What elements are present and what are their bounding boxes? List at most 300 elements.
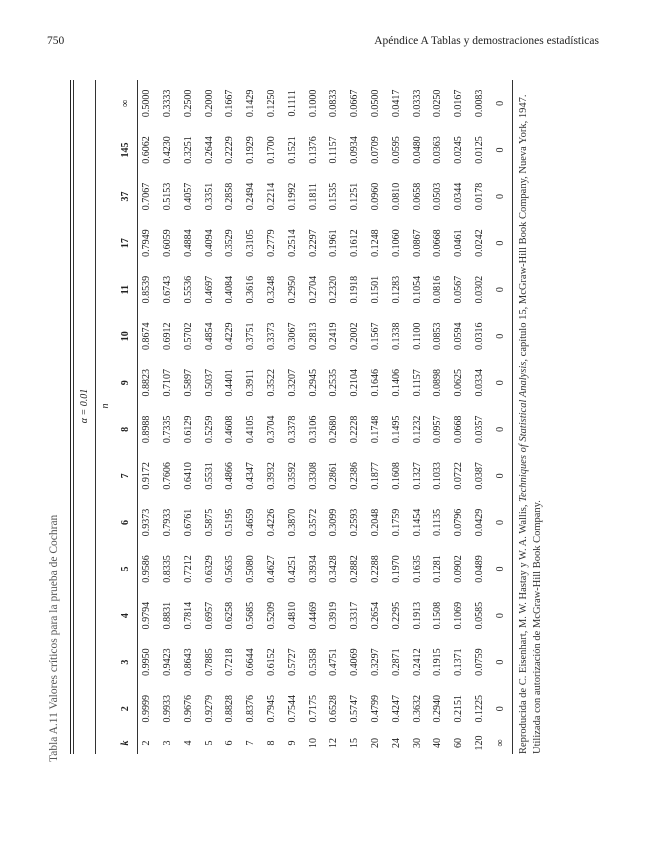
table-cell: 0.1970 [390, 555, 402, 583]
table-cell: 0.9950 [141, 648, 153, 676]
table-cell: 0.4854 [203, 322, 215, 350]
row-k-label: 120 [474, 735, 486, 751]
table-cell: 0.7218 [224, 648, 236, 676]
table-cell: 0.1251 [349, 182, 361, 211]
table-cell: 0.3207 [286, 369, 298, 397]
table-cell: 0.1157 [411, 369, 423, 397]
row-k-label: 12 [328, 738, 340, 748]
table-cell: 0.2494 [245, 182, 257, 211]
table-cell: 0.0658 [411, 182, 423, 211]
table-cell: 0 [494, 659, 506, 665]
table-cell: 0.4251 [286, 555, 298, 583]
table-cell: 0.1929 [245, 136, 257, 164]
table-cell: 0.3911 [245, 369, 257, 397]
table-cell: 0.2871 [390, 648, 402, 676]
table-cell: 0.3378 [286, 415, 298, 444]
table-cell: 0.3751 [245, 322, 257, 350]
alpha-row [74, 80, 95, 754]
table-cell: 0.5536 [182, 275, 194, 304]
table-cell: 0.2104 [349, 369, 361, 397]
table-cell: 0.1232 [411, 415, 423, 444]
row-k-label: 20 [370, 738, 382, 748]
table-row [490, 80, 511, 754]
column-header: 6 [120, 519, 132, 525]
table-caption: Tabla A.11 Valores críticos para la prueba de Cochran [48, 514, 60, 762]
table-cell: 0.0567 [453, 275, 465, 304]
table-cell: 0.8674 [141, 322, 153, 350]
table-cell: 0.0344 [453, 182, 465, 211]
table-cell: 0 [494, 519, 506, 525]
column-header: 5 [120, 566, 132, 572]
table-cell: 0.1327 [411, 462, 423, 490]
row-k-label: 10 [307, 738, 319, 748]
table-cell: 0.0934 [349, 136, 361, 164]
table-cell: 0.1646 [370, 369, 382, 397]
table-cell: 0.2297 [307, 229, 319, 257]
column-header: 3 [120, 659, 132, 665]
table-cell: 0.3934 [307, 555, 319, 583]
row-k-label: 8 [266, 740, 278, 746]
table-row [344, 80, 365, 754]
table-cell: 0.0833 [328, 89, 340, 118]
table-cell: 0.5259 [203, 415, 215, 444]
table-cell: 0.1157 [328, 136, 340, 164]
alpha-rule [95, 80, 96, 754]
table-cell: 0.1567 [370, 322, 382, 350]
table-bottom-rule [512, 80, 513, 754]
table-cell: 0.1100 [411, 322, 423, 350]
table-cell: 0.0810 [390, 182, 402, 211]
table-cell: 0.0722 [453, 462, 465, 490]
table-cell: 0 [494, 287, 506, 293]
running-head: Apéndice A Tablas y demostraciones estadísticas [374, 35, 599, 47]
table-row [407, 80, 428, 754]
table-cell: 0.2419 [328, 322, 340, 350]
row-k-label: 40 [432, 738, 444, 748]
table-cell: 0.1501 [370, 275, 382, 304]
table-cell: 0.0417 [390, 89, 402, 118]
table-cell: 0.1054 [411, 275, 423, 304]
table-cell: 0.2500 [182, 89, 194, 118]
table-cell: 0.2288 [370, 555, 382, 583]
table-cell: 0.4401 [224, 369, 236, 397]
table-cell: 0.0333 [411, 89, 423, 118]
table-cell: 0.1759 [390, 508, 402, 537]
table-cell: 0.6644 [245, 648, 257, 676]
table-cell: 0.3704 [266, 415, 278, 444]
table-cell: 0.4230 [162, 136, 174, 164]
table-cell: 0.8988 [141, 415, 153, 444]
row-k-label: 7 [245, 740, 257, 746]
table-cell: 0.0387 [474, 462, 486, 490]
table-cell: 0.1508 [432, 601, 444, 630]
table-cell: 0.4659 [245, 508, 257, 537]
table-cell: 0.5897 [182, 369, 194, 397]
table-cell: 0.0853 [432, 322, 444, 350]
table-cell: 0.4799 [370, 694, 382, 723]
table-cell: 0.0302 [474, 275, 486, 304]
table-cell: 0.0245 [453, 136, 465, 164]
table-cell: 0.2940 [432, 694, 444, 723]
table-cell: 0.3529 [224, 229, 236, 257]
column-header: 2 [120, 706, 132, 712]
table-cell: 0 [494, 380, 506, 386]
alpha-label: α = 0.01 [78, 388, 90, 424]
table-top-rule [70, 80, 71, 754]
table-row [303, 80, 324, 754]
table-cell: 0.0816 [432, 275, 444, 304]
row-k-label: 4 [182, 740, 194, 746]
table-cell: 0.8828 [224, 694, 236, 723]
table-cell: 0.6743 [162, 275, 174, 304]
table-cell: 0.9794 [141, 601, 153, 630]
table-cell: 0.3105 [245, 229, 257, 257]
table-cell: 0.1918 [349, 275, 361, 304]
table-cell: 0.6129 [182, 415, 194, 444]
table-cell: 0.2229 [224, 136, 236, 164]
table-cell: 0.4866 [224, 462, 236, 490]
column-header: 7 [120, 473, 132, 479]
page-number: 750 [47, 35, 65, 47]
table-cell: 0.4751 [328, 648, 340, 676]
row-k-label: 5 [203, 740, 215, 746]
table-cell: 0.2214 [266, 182, 278, 211]
table-cell: 0.1608 [390, 462, 402, 490]
table-cell: 0.2882 [349, 555, 361, 583]
table-cell: 0.4627 [266, 555, 278, 583]
table-cell: 0.0363 [432, 136, 444, 164]
table-cell: 0.0242 [474, 229, 486, 257]
table-cell: 0.6062 [141, 136, 153, 164]
table-cell: 0.6410 [182, 462, 194, 490]
table-cell: 0.2644 [203, 136, 215, 164]
table-cell: 0.1913 [411, 601, 423, 630]
table-cell: 0.1635 [411, 555, 423, 583]
table-cell: 0.1060 [390, 229, 402, 257]
table-cell: 0.4084 [224, 275, 236, 304]
table-cell: 0.3616 [245, 275, 257, 304]
table-cell: 0.3067 [286, 322, 298, 350]
table-cell: 0.7335 [162, 415, 174, 444]
table-cell: 0.6152 [266, 648, 278, 676]
table-row [469, 80, 490, 754]
table-cell: 0.8335 [162, 555, 174, 583]
table-cell: 0.4884 [182, 229, 194, 257]
table-row [386, 80, 407, 754]
table-cell: 0.8539 [141, 275, 153, 304]
table-cell: 0.7885 [203, 648, 215, 676]
table-cell: 0.0429 [474, 508, 486, 537]
table-cell: 0.1283 [390, 275, 402, 304]
table-cell: 0.4105 [245, 415, 257, 444]
table-cell: 0.0480 [411, 136, 423, 164]
table-row [178, 80, 199, 754]
table-cell: 0.6329 [203, 555, 215, 583]
table-cell: 0.3428 [328, 555, 340, 583]
table-cell: 0 [494, 240, 506, 246]
table-cell: 0.2002 [349, 322, 361, 350]
table-cell: 0.0709 [370, 136, 382, 164]
n-row [95, 80, 116, 754]
footnote-book-title: Techniques of Statistical Analysis, [518, 358, 529, 502]
table-cell: 0.0796 [453, 508, 465, 537]
table-source-footnote [517, 80, 545, 754]
table-cell: 0.3106 [307, 415, 319, 444]
table-cell: 0.0357 [474, 415, 486, 444]
table-cell: 0.2704 [307, 275, 319, 304]
table-cell: 0.1406 [390, 369, 402, 397]
footnote-text: Reproducida de C. Eisenhart, M. W. Hastay y W. A. Wallis, [518, 501, 529, 754]
table-cell: 0.4247 [390, 694, 402, 723]
table-cell: 0.5747 [349, 694, 361, 723]
table-cell: 0.1667 [224, 89, 236, 118]
table-cell: 0.1135 [432, 508, 444, 537]
table-cell: 0.1961 [328, 229, 340, 257]
table-cell: 0.2535 [328, 369, 340, 397]
table-cell: 0.5727 [286, 648, 298, 676]
table-cell: 0.1338 [390, 322, 402, 350]
table-cell: 0.2228 [349, 415, 361, 444]
table-cell: 0.3251 [182, 136, 194, 164]
table-cell: 0.1454 [411, 508, 423, 537]
table-cell: 0.1033 [432, 462, 444, 490]
table-cell: 0.9933 [162, 694, 174, 723]
table-cell: 0.4057 [182, 182, 194, 211]
column-header: ∞ [120, 99, 132, 107]
table-cell: 0.2593 [349, 508, 361, 537]
table-cell: 0.0334 [474, 369, 486, 397]
table-cell: 0.2412 [411, 648, 423, 676]
table-cell: 0.3572 [307, 508, 319, 537]
table-cell: 0.0668 [432, 229, 444, 257]
table-cell: 0.0585 [474, 601, 486, 630]
table-cell: 0.7107 [162, 369, 174, 397]
column-header-row [116, 80, 137, 754]
table-cell: 0.2858 [224, 182, 236, 211]
k-label: k [120, 740, 132, 746]
table-cell: 0 [494, 566, 506, 572]
table-cell: 0.1700 [266, 136, 278, 164]
table-cell: 0.3248 [266, 275, 278, 304]
table-row [324, 80, 345, 754]
table-cell: 0.4069 [349, 648, 361, 676]
table-cell: 0.3297 [370, 648, 382, 676]
table-cell: 0.3317 [349, 601, 361, 630]
table-cell: 0.1000 [307, 89, 319, 118]
table-cell: 0.6258 [224, 601, 236, 630]
table-cell: 0.8831 [162, 601, 174, 630]
table-cell: 0.0898 [432, 369, 444, 397]
table-cell: 0.4810 [286, 601, 298, 630]
table-cell: 0.0316 [474, 322, 486, 350]
column-header: 17 [120, 238, 132, 249]
table-cell: 0.0902 [453, 555, 465, 583]
table-cell: 0.0167 [453, 89, 465, 118]
table-cell: 0.3373 [266, 322, 278, 350]
table-cell: 0.1371 [453, 648, 465, 676]
table-cell: 0.5195 [224, 508, 236, 537]
table-cell: 0.2654 [370, 601, 382, 630]
table-row [220, 80, 241, 754]
table-cell: 0.1250 [266, 89, 278, 118]
table-cell: 0.2779 [266, 229, 278, 257]
table-cell: 0.3351 [203, 182, 215, 211]
table-cell: 0.4094 [203, 229, 215, 257]
table-cell: 0.1376 [307, 136, 319, 164]
table-cell: 0.5702 [182, 322, 194, 350]
table-cell: 0.4469 [307, 601, 319, 630]
table-cell: 0.0668 [453, 415, 465, 444]
row-k-label: 2 [141, 740, 153, 746]
table-row [157, 80, 178, 754]
table-cell: 0.2813 [307, 322, 319, 350]
table-cell: 0.5080 [245, 555, 257, 583]
column-header: 37 [120, 191, 132, 202]
row-k-label: 3 [162, 740, 174, 746]
table-row [365, 80, 386, 754]
table-cell: 0.1111 [286, 90, 298, 117]
table-cell: 0.2295 [390, 601, 402, 630]
table-cell: 0.6528 [328, 694, 340, 723]
table-cell: 0.8376 [245, 694, 257, 723]
row-k-label: 60 [453, 738, 465, 748]
table-cell: 0.1429 [245, 89, 257, 118]
table-cell: 0.1069 [453, 601, 465, 630]
column-header: 10 [120, 331, 132, 342]
table-cell: 0.0083 [474, 89, 486, 118]
table-cell: 0 [494, 333, 506, 339]
table-cell: 0.7814 [182, 601, 194, 630]
table-cell: 0.2048 [370, 508, 382, 537]
table-cell: 0.0960 [370, 182, 382, 211]
table-cell: 0.0489 [474, 555, 486, 583]
table-cell: 0 [494, 426, 506, 432]
table-cell: 0.5685 [245, 601, 257, 630]
table-cell: 0.9676 [182, 694, 194, 723]
column-header: 11 [120, 284, 132, 295]
table-cell: 0.4697 [203, 275, 215, 304]
table-cell: 0.5875 [203, 508, 215, 537]
table-cell: 0.6912 [162, 322, 174, 350]
table-cell: 0.1992 [286, 182, 298, 211]
table-cell: 0.1535 [328, 182, 340, 211]
table-cell: 0.1748 [370, 415, 382, 444]
table-cell: 0.0503 [432, 182, 444, 211]
table-cell: 0.9279 [203, 694, 215, 723]
row-k-label: 9 [286, 740, 298, 746]
table-cell: 0.4347 [245, 462, 257, 490]
table-cell: 0.0625 [453, 369, 465, 397]
table-cell: 0.7067 [141, 182, 153, 211]
table-cell: 0.5209 [266, 601, 278, 630]
table-cell: 0.1521 [286, 136, 298, 164]
table-cell: 0 [494, 194, 506, 200]
table-cell: 0.3919 [328, 601, 340, 630]
table-cell: 0.5000 [141, 89, 153, 118]
table-cell: 0.2514 [286, 229, 298, 257]
table-cell: 0.5531 [203, 462, 215, 490]
table-cell: 0.7544 [286, 694, 298, 723]
table-cell: 0.7945 [266, 694, 278, 723]
table-cell: 0 [494, 613, 506, 619]
table-cell: 0.0867 [411, 229, 423, 257]
table-cell: 0.2861 [328, 462, 340, 490]
column-header: 8 [120, 426, 132, 432]
page-header [0, 35, 667, 51]
table-cell: 0.7933 [162, 508, 174, 537]
table-cell: 0.0595 [390, 136, 402, 164]
row-k-label: 30 [411, 738, 423, 748]
table-cell: 0.7606 [162, 462, 174, 490]
n-label: n [99, 403, 111, 409]
table-cell: 0.9586 [141, 555, 153, 583]
cochran-table [74, 80, 511, 754]
table-cell: 0.6059 [162, 229, 174, 257]
table-cell: 0.1281 [432, 555, 444, 583]
table-cell: 0.0957 [432, 415, 444, 444]
column-header: 145 [120, 142, 132, 158]
table-cell: 0.5358 [307, 648, 319, 676]
table-cell: 0.0594 [453, 322, 465, 350]
table-cell: 0.2386 [349, 462, 361, 490]
table-cell: 0.2320 [328, 275, 340, 304]
table-row [448, 80, 469, 754]
table-cell: 0.1495 [390, 415, 402, 444]
table-row [240, 80, 261, 754]
table-row [199, 80, 220, 754]
table-cell: 0.2950 [286, 275, 298, 304]
table-cell: 0.1877 [370, 462, 382, 490]
table-cell: 0.2680 [328, 415, 340, 444]
table-cell: 0 [494, 147, 506, 153]
table-cell: 0.3099 [328, 508, 340, 537]
table-cell: 0.0250 [432, 89, 444, 118]
table-cell: 0.8823 [141, 369, 153, 397]
footnote-text-rest: capítulo 15, McGraw-Hill Book Company, Nueva York, 1947. Utilizada con autorización de McGraw-Hill Book Company. [518, 94, 543, 754]
table-cell: 0 [494, 100, 506, 106]
table-cell: 0.0500 [370, 89, 382, 118]
table-cell: 0.7949 [141, 229, 153, 257]
table-cell: 0.3932 [266, 462, 278, 490]
row-k-label: 6 [224, 740, 236, 746]
table-cell: 0.4229 [224, 322, 236, 350]
column-header: 9 [120, 380, 132, 386]
table-cell: 0.0759 [474, 648, 486, 676]
row-k-label: ∞ [494, 739, 506, 747]
table-cell: 0.3333 [162, 89, 174, 118]
row-k-label: 24 [390, 738, 402, 748]
table-cell: 0.9373 [141, 508, 153, 537]
table-cell: 0.3632 [411, 694, 423, 723]
table-cell: 0.7175 [307, 694, 319, 723]
table-row [136, 80, 157, 754]
rotated-table-block [40, 80, 600, 770]
table-cell: 0.0461 [453, 229, 465, 257]
table-cell: 0.1248 [370, 229, 382, 257]
table-cell: 0.8643 [182, 648, 194, 676]
header-rule [137, 80, 138, 754]
table-cell: 0.4608 [224, 415, 236, 444]
table-cell: 0.3522 [266, 369, 278, 397]
table-cell: 0.1225 [474, 694, 486, 723]
table-cell: 0.1811 [307, 182, 319, 211]
table-cell: 0.9172 [141, 462, 153, 490]
table-cell: 0.3592 [286, 462, 298, 490]
table-cell: 0.2945 [307, 369, 319, 397]
table-cell: 0.9423 [162, 648, 174, 676]
table-cell: 0.5037 [203, 369, 215, 397]
table-cell: 0.7212 [182, 555, 194, 583]
